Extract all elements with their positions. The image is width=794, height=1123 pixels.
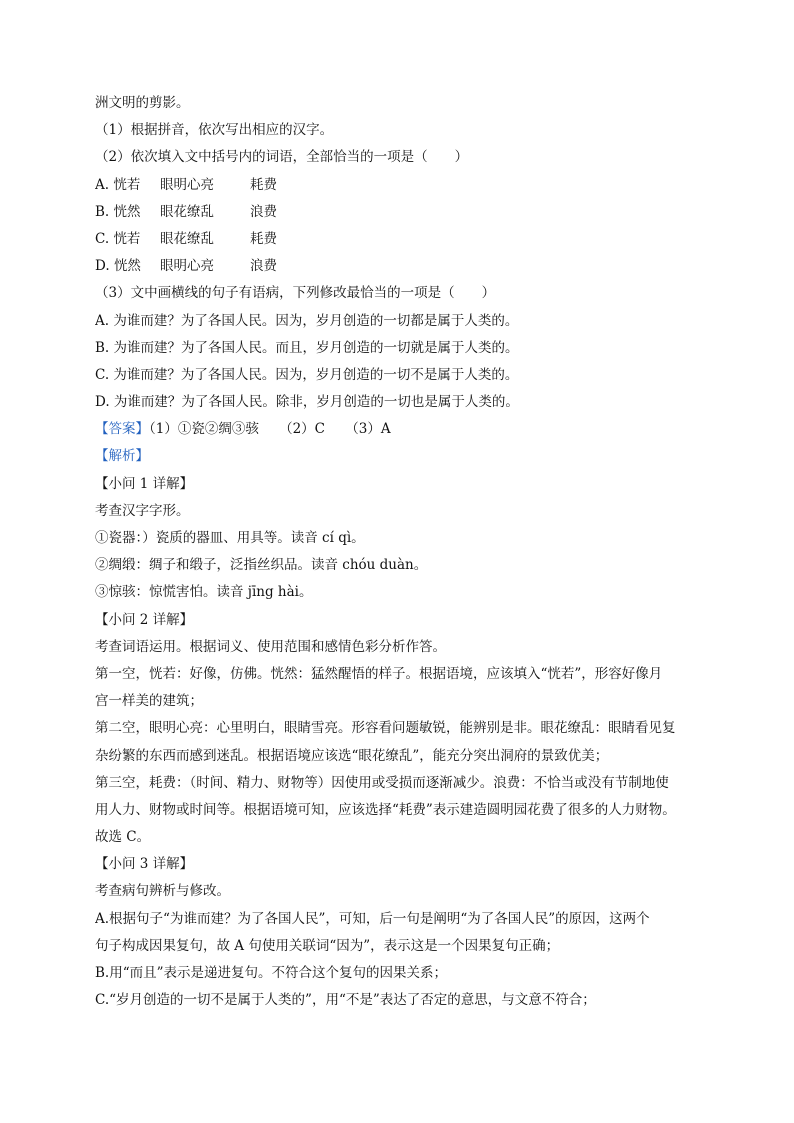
answer-text: （1）①瓷②绸③骇 （2）C （3）A [149, 421, 391, 438]
sub1-line: ①瓷器：）瓷质的器皿、用具等。读音 cí qì。 [95, 530, 365, 546]
sub1-heading: 【小问 1 详解】 [95, 475, 194, 492]
q3-option-c: C. 为谁而建？为了各国人民。因为，岁月创造的一切不是属于人类的。 [95, 366, 519, 383]
sub3-line: A.根据句子“为谁而建？为了各国人民”，可知，后一句是阐明“为了各国人民”的原因，这两个 [95, 910, 650, 927]
sub1-line: ③惊骇：惊慌害怕。读音 jīng hài。 [95, 584, 313, 601]
document-body [95, 90, 705, 1014]
sub3-heading: 【小问 3 详解】 [95, 856, 194, 873]
sub2-line: 故选 C。 [95, 829, 151, 846]
sub2-line: 第三空，耗费：（时间、精力、财物等）因使用或受损而逐渐减少。浪费：不恰当或没有节制地使 [95, 774, 669, 791]
q2-option-c: C. 恍若 眼花缭乱 耗费 [95, 230, 277, 247]
sub2-line: 考查词语运用。根据词义、使用范围和感情色彩分析作答。 [95, 638, 446, 655]
sub2-line: 用人力、财物或时间等。根据语境可知，应该选择“耗费”表示建造圆明园花费了很多的人力财物。 [95, 801, 676, 818]
sub2-line: 杂纷繁的东西而感到迷乱。根据语境应该选“眼花缭乱”，能充分突出洞府的景致优美； [95, 747, 609, 764]
sub2-line: 第一空，恍若：好像，仿佛。恍然：猛然醒悟的样子。根据语境，应该填入“恍若”，形容好像月 [95, 665, 663, 682]
answer-label: 【答案】 [95, 421, 149, 438]
sub3-line: C.“岁月创造的一切不是属于人类的”，用“不是”表达了否定的意思，与文意不符合； [95, 992, 596, 1009]
answer-line [95, 416, 705, 443]
sub3-line: 考查病句辨析与修改。 [95, 883, 230, 900]
sub2-heading: 【小问 2 详解】 [95, 611, 194, 628]
sub1-line: 考查汉字字形。 [95, 502, 190, 519]
sub3-line: B.用“而且”表示是递进复句。不符合这个复句的因果关系； [95, 965, 448, 981]
intro-tail-text: 洲文明的剪影。 [95, 95, 190, 111]
q3-option-d: D. 为谁而建？为了各国人民。除非，岁月创造的一切也是属于人类的。 [95, 394, 519, 411]
sub1-line: ②绸缎：绸子和缎子，泛指丝织品。读音 chóu duàn。 [95, 557, 428, 574]
q2-option-a: A. 恍若 眼明心亮 耗费 [95, 176, 277, 193]
question-3: （3）文中画横线的句子有语病，下列修改最恰当的一项是（ ） [95, 285, 496, 302]
q2-option-d: D. 恍然 眼明心亮 浪费 [95, 258, 277, 275]
q2-option-b: B. 恍然 眼花缭乱 浪费 [95, 203, 277, 220]
sub3-line: 句子构成因果复句，故 A 句使用关联词“因为”，表示这是一个因果复句正确； [95, 937, 560, 954]
q3-option-a: A. 为谁而建？为了各国人民。因为，岁月创造的一切都是属于人类的。 [95, 312, 519, 329]
sub2-line: 第二空，眼明心亮：心里明白，眼睛雪亮。形容看问题敏锐，能辨别是非。眼花缭乱：眼睛看见复 [95, 720, 676, 737]
question-2: （2）依次填入文中括号内的词语，全部恰当的一项是（ ） [95, 149, 469, 166]
question-1: （1）根据拼音，依次写出相应的汉字。 [95, 122, 334, 139]
analysis-label: 【解析】 [95, 448, 149, 465]
sub2-line: 宫一样美的建筑； [95, 693, 203, 710]
q3-option-b: B. 为谁而建？为了各国人民。而且，岁月创造的一切就是属于人类的。 [95, 339, 519, 356]
